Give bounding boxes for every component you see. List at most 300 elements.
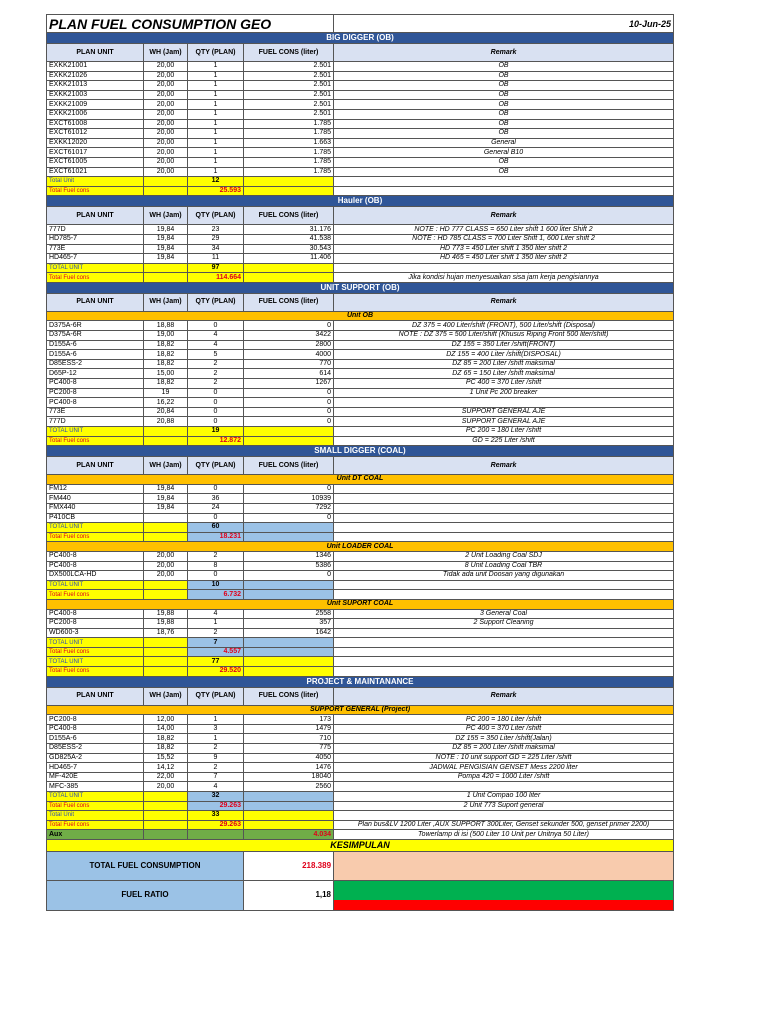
wh-cell: 20,00 xyxy=(144,782,188,792)
total-fuel-label: Total Fuel cons xyxy=(47,186,144,196)
fuel-cell: 2.501 xyxy=(244,109,334,119)
table-row xyxy=(47,138,674,148)
fuel-cell: 1479 xyxy=(244,724,334,734)
qty-cell: 1 xyxy=(188,138,244,148)
total-unit-label: Total Unit xyxy=(47,177,144,187)
table-row xyxy=(47,513,674,523)
table-row xyxy=(47,407,674,417)
unit-cell: EXKK21009 xyxy=(47,100,144,110)
table-row xyxy=(47,628,674,638)
remark-cell: NOTE : DZ 375 = 500 Liter/shift (Khusus Riping Front 500 liter/shift) xyxy=(334,331,674,341)
fuel-ratio-row xyxy=(47,880,674,910)
fuel-cell: 1476 xyxy=(244,763,334,773)
total-fuel-value: 29.263 xyxy=(188,801,244,811)
qty-cell: 2 xyxy=(188,763,244,773)
wh-cell xyxy=(144,513,188,523)
remark-cell: SUPPORT GENERAL AJE xyxy=(334,407,674,417)
section-title xyxy=(47,676,674,687)
subsection-title xyxy=(47,705,674,715)
report-date: 10-Jun-25 xyxy=(334,15,674,33)
unit-cell: PC400-8 xyxy=(47,561,144,571)
fuel-cell: 7292 xyxy=(244,503,334,513)
table-row xyxy=(47,331,674,341)
total-unit-note xyxy=(334,657,674,667)
unit-cell: EXCT61005 xyxy=(47,157,144,167)
unit-cell: PC200-8 xyxy=(47,619,144,629)
table-row xyxy=(47,417,674,427)
remark-cell: OB xyxy=(334,157,674,167)
fuel-cell: 31.176 xyxy=(244,225,334,235)
table-row xyxy=(47,734,674,744)
header-qty: QTY (PLAN) xyxy=(188,687,244,705)
wh-cell: 20,88 xyxy=(144,417,188,427)
total-unit-value: 77 xyxy=(188,657,244,667)
total-fuel-label: Total Fuel cons xyxy=(47,590,144,600)
empty-cell xyxy=(244,657,334,667)
table-row xyxy=(47,234,674,244)
total-fuel-value: 18.231 xyxy=(188,532,244,542)
total-unit-note: 1 Unit Compao 100 liter xyxy=(334,792,674,802)
header-qty: QTY (PLAN) xyxy=(188,207,244,225)
column-header-row xyxy=(47,207,674,225)
header-fuel-cons: FUEL CONS (liter) xyxy=(244,293,334,311)
total-fuel-value: 4.557 xyxy=(188,647,244,657)
wh-cell: 18,82 xyxy=(144,744,188,754)
empty-cell xyxy=(144,186,188,196)
wh-cell: 19,84 xyxy=(144,494,188,504)
empty-cell xyxy=(144,523,188,533)
total-unit-note: PC 200 = 180 Liter /shift xyxy=(334,427,674,437)
total-fuel-row xyxy=(47,647,674,657)
column-header-row xyxy=(47,44,674,62)
empty-cell xyxy=(244,273,334,283)
header-remark: Remark xyxy=(334,457,674,475)
qty-cell: 1 xyxy=(188,62,244,72)
header-wh: WH (Jam) xyxy=(144,687,188,705)
section-title: SMALL DIGGER (COAL) xyxy=(47,446,674,457)
status-bar-green xyxy=(334,881,673,900)
empty-cell xyxy=(244,667,334,677)
remark-cell: DZ 85 = 200 Liter /shift maksimal xyxy=(334,359,674,369)
qty-cell: 23 xyxy=(188,225,244,235)
table-row xyxy=(47,715,674,725)
remark-cell: DZ 85 = 200 Liter /shift maksimal xyxy=(334,744,674,754)
section-title xyxy=(47,446,674,457)
unit-cell: EXKK21001 xyxy=(47,62,144,72)
wh-cell: 19,88 xyxy=(144,619,188,629)
wh-cell: 19 xyxy=(144,388,188,398)
remark-cell: NOTE : HD 777 CLASS = 650 Liter shift 1 600 liter Shift 2 xyxy=(334,225,674,235)
table-row xyxy=(47,398,674,408)
table-row xyxy=(47,129,674,139)
empty-cell xyxy=(244,186,334,196)
unit-cell: GD825A-2 xyxy=(47,753,144,763)
table-row xyxy=(47,379,674,389)
qty-cell: 34 xyxy=(188,244,244,254)
remark-cell: PC 400 = 370 Liter /shift xyxy=(334,724,674,734)
fuel-cell: 0 xyxy=(244,484,334,494)
fuel-table xyxy=(46,14,674,911)
table-row xyxy=(47,369,674,379)
subsection-title: Unit OB xyxy=(47,311,674,321)
table-row xyxy=(47,254,674,264)
fuel-cell: 3422 xyxy=(244,331,334,341)
header-wh: WH (Jam) xyxy=(144,293,188,311)
table-row xyxy=(47,71,674,81)
qty-cell: 1 xyxy=(188,167,244,177)
wh-cell: 19,84 xyxy=(144,234,188,244)
total-unit-label: TOTAL UNIT xyxy=(47,580,144,590)
header-remark: Remark xyxy=(334,687,674,705)
total-fuel-note: Jika kondisi hujan menyesuaikan sisa jam kerja pengisiannya xyxy=(334,273,674,283)
total-fuel-consumption-value: 218.389 xyxy=(244,851,334,880)
total-unit-label: TOTAL UNIT xyxy=(47,638,144,648)
total-unit-note xyxy=(334,523,674,533)
fuel-cell: 0 xyxy=(244,417,334,427)
remark-cell: DZ 65 = 150 Liter /shift maksimal xyxy=(334,369,674,379)
title-row xyxy=(47,15,674,33)
table-row xyxy=(47,609,674,619)
wh-cell: 19,84 xyxy=(144,254,188,264)
remark-cell: SUPPORT GENERAL AJE xyxy=(334,417,674,427)
wh-cell: 20,84 xyxy=(144,407,188,417)
header-remark: Remark xyxy=(334,44,674,62)
total-fuel-note xyxy=(334,186,674,196)
qty-cell: 29 xyxy=(188,234,244,244)
unit-cell: MF-420E xyxy=(47,772,144,782)
empty-cell xyxy=(244,427,334,437)
unit-cell: PC400-8 xyxy=(47,398,144,408)
wh-cell: 20,00 xyxy=(144,71,188,81)
empty-cell xyxy=(144,580,188,590)
fuel-cell: 0 xyxy=(244,571,334,581)
remark-cell xyxy=(334,503,674,513)
wh-cell: 19,84 xyxy=(144,225,188,235)
remark-cell xyxy=(334,494,674,504)
remark-cell: HD 465 = 450 Liter shift 1 350 liter shift 2 xyxy=(334,254,674,264)
empty-cell xyxy=(144,532,188,542)
unit-cell: D85ESS-2 xyxy=(47,744,144,754)
column-header-row xyxy=(47,293,674,311)
table-row xyxy=(47,782,674,792)
unit-cell: D155A-6 xyxy=(47,734,144,744)
page-title: PLAN FUEL CONSUMPTION GEO xyxy=(47,15,334,33)
qty-cell: 8 xyxy=(188,561,244,571)
total-unit-row xyxy=(47,638,674,648)
wh-cell: 20,00 xyxy=(144,62,188,72)
total-unit-label: Total Unit xyxy=(47,811,144,821)
empty-cell xyxy=(144,657,188,667)
total-fuel-label: Total Fuel cons xyxy=(47,647,144,657)
wh-cell: 20,00 xyxy=(144,100,188,110)
empty-cell xyxy=(144,647,188,657)
qty-cell: 1 xyxy=(188,129,244,139)
unit-cell: PC400-8 xyxy=(47,379,144,389)
unit-cell: PC400-8 xyxy=(47,724,144,734)
qty-cell: 1 xyxy=(188,100,244,110)
remark-cell: HD 773 = 450 Liter shift 1 350 liter shift 2 xyxy=(334,244,674,254)
qty-cell: 7 xyxy=(188,772,244,782)
table-row xyxy=(47,225,674,235)
fuel-cell: 2558 xyxy=(244,609,334,619)
total-unit-row xyxy=(47,523,674,533)
table-row xyxy=(47,148,674,158)
empty-cell xyxy=(244,801,334,811)
wh-cell: 20,00 xyxy=(144,90,188,100)
qty-cell: 1 xyxy=(188,148,244,158)
table-row xyxy=(47,100,674,110)
total-fuel-value: 29.520 xyxy=(188,667,244,677)
total-fuel-row xyxy=(47,532,674,542)
wh-cell: 18,88 xyxy=(144,321,188,331)
unit-cell: D155A-6 xyxy=(47,340,144,350)
fuel-cell: 614 xyxy=(244,369,334,379)
kesimpulan-title: KESIMPULAN xyxy=(47,839,674,851)
header-qty: QTY (PLAN) xyxy=(188,293,244,311)
total-unit-note xyxy=(334,811,674,821)
qty-cell: 0 xyxy=(188,407,244,417)
unit-cell: FM440 xyxy=(47,494,144,504)
header-plan-unit: PLAN UNIT xyxy=(47,687,144,705)
total-unit-note xyxy=(334,580,674,590)
remark-cell: OB xyxy=(334,81,674,91)
remark-cell: PC 200 = 180 Liter /shift xyxy=(334,715,674,725)
qty-cell: 9 xyxy=(188,753,244,763)
header-wh: WH (Jam) xyxy=(144,44,188,62)
table-row xyxy=(47,244,674,254)
qty-cell: 1 xyxy=(188,619,244,629)
fuel-cell: 4050 xyxy=(244,753,334,763)
fuel-sheet xyxy=(46,14,673,911)
fuel-cell: 1.785 xyxy=(244,119,334,129)
total-unit-row xyxy=(47,580,674,590)
section-title xyxy=(47,33,674,44)
table-row xyxy=(47,340,674,350)
unit-cell: P410CB xyxy=(47,513,144,523)
wh-cell: 20,00 xyxy=(144,148,188,158)
fuel-cell: 4000 xyxy=(244,350,334,360)
qty-cell: 2 xyxy=(188,551,244,561)
header-fuel-cons: FUEL CONS (liter) xyxy=(244,44,334,62)
fuel-cell: 5386 xyxy=(244,561,334,571)
total-fuel-label: Total Fuel cons xyxy=(47,667,144,677)
fuel-cell: 2.501 xyxy=(244,100,334,110)
qty-cell: 0 xyxy=(188,388,244,398)
fuel-cell: 1.785 xyxy=(244,148,334,158)
table-row xyxy=(47,359,674,369)
subsection-title xyxy=(47,599,674,609)
remark-cell: DZ 155 = 350 Liter /shift(FRONT) xyxy=(334,340,674,350)
unit-cell: PC400-8 xyxy=(47,551,144,561)
fuel-cell: 1.785 xyxy=(244,157,334,167)
unit-cell: EXKK21026 xyxy=(47,71,144,81)
total-unit-row xyxy=(47,263,674,273)
table-row xyxy=(47,321,674,331)
remark-cell: OB xyxy=(334,90,674,100)
header-plan-unit: PLAN UNIT xyxy=(47,44,144,62)
remark-cell: General B10 xyxy=(334,148,674,158)
unit-cell: D65P-12 xyxy=(47,369,144,379)
qty-cell: 2 xyxy=(188,379,244,389)
remark-cell xyxy=(334,513,674,523)
empty-cell xyxy=(244,523,334,533)
total-fuel-row xyxy=(47,590,674,600)
fuel-cell: 2.501 xyxy=(244,71,334,81)
total-unit-value: 60 xyxy=(188,523,244,533)
total-unit-note xyxy=(334,638,674,648)
fuel-cell: 0 xyxy=(244,388,334,398)
fuel-cell: 2.501 xyxy=(244,81,334,91)
table-row xyxy=(47,350,674,360)
total-unit-label: TOTAL UNIT xyxy=(47,427,144,437)
fuel-cell: 2800 xyxy=(244,340,334,350)
remark-cell: 1 Unit Pc 200 breaker xyxy=(334,388,674,398)
total-unit-row xyxy=(47,177,674,187)
section-title: BIG DIGGER (OB) xyxy=(47,33,674,44)
remark-cell: Pompa 420 = 1000 Liter /shift xyxy=(334,772,674,782)
wh-cell: 18,82 xyxy=(144,734,188,744)
empty-cell xyxy=(144,667,188,677)
empty-cell xyxy=(244,811,334,821)
total-unit-row xyxy=(47,811,674,821)
section-title: PROJECT & MAINTANANCE xyxy=(47,676,674,687)
total-fuel-note: GD = 225 Liter /shift xyxy=(334,436,674,446)
qty-cell: 4 xyxy=(188,340,244,350)
qty-cell: 1 xyxy=(188,81,244,91)
wh-cell: 18,82 xyxy=(144,359,188,369)
total-fuel-label: Total Fuel cons xyxy=(47,532,144,542)
total-fuel-label: Total Fuel cons xyxy=(47,436,144,446)
fuel-cell: 10939 xyxy=(244,494,334,504)
table-body xyxy=(47,15,674,911)
total-fuel-note xyxy=(334,590,674,600)
total-unit-value: 12 xyxy=(188,177,244,187)
wh-cell: 18,82 xyxy=(144,340,188,350)
empty-cell xyxy=(188,830,244,840)
header-remark: Remark xyxy=(334,293,674,311)
table-row xyxy=(47,90,674,100)
empty-cell xyxy=(144,590,188,600)
remark-cell: OB xyxy=(334,62,674,72)
total-fuel-value: 25.593 xyxy=(188,186,244,196)
subsection-title: Unit DT COAL xyxy=(47,475,674,485)
total-fuel-value: 29.263 xyxy=(188,820,244,830)
qty-cell: 0 xyxy=(188,417,244,427)
qty-cell: 1 xyxy=(188,734,244,744)
total-unit-value: 33 xyxy=(188,811,244,821)
table-row xyxy=(47,388,674,398)
qty-cell: 0 xyxy=(188,398,244,408)
wh-cell: 20,00 xyxy=(144,129,188,139)
wh-cell: 20,00 xyxy=(144,167,188,177)
column-header-row xyxy=(47,457,674,475)
qty-cell: 0 xyxy=(188,571,244,581)
unit-cell: 777D xyxy=(47,417,144,427)
qty-cell: 0 xyxy=(188,513,244,523)
column-header-row xyxy=(47,687,674,705)
unit-cell: 773E xyxy=(47,407,144,417)
remark-cell: 2 Unit Loading Coal SDJ xyxy=(334,551,674,561)
qty-cell: 2 xyxy=(188,369,244,379)
total-unit-row xyxy=(47,792,674,802)
unit-cell: EXCT61008 xyxy=(47,119,144,129)
wh-cell: 20,00 xyxy=(144,157,188,167)
qty-cell: 2 xyxy=(188,359,244,369)
subsection-title: Unit SUPORT COAL xyxy=(47,599,674,609)
unit-cell: MFC-385 xyxy=(47,782,144,792)
table-row xyxy=(47,109,674,119)
qty-cell: 0 xyxy=(188,484,244,494)
empty-cell xyxy=(144,830,188,840)
fuel-cell: 1.785 xyxy=(244,129,334,139)
remark-cell: OB xyxy=(334,109,674,119)
header-wh: WH (Jam) xyxy=(144,207,188,225)
subsection-title: SUPPORT GENERAL (Project) xyxy=(47,705,674,715)
aux-note: Towerlamp di isi (500 Liter 10 Unit per Unitnya 50 Liter) xyxy=(334,830,674,840)
header-plan-unit: PLAN UNIT xyxy=(47,457,144,475)
section-title xyxy=(47,282,674,293)
fuel-cell: 11.406 xyxy=(244,254,334,264)
table-row xyxy=(47,753,674,763)
remark-cell: OB xyxy=(334,71,674,81)
remark-cell: 8 Unit Loading Coal TBR xyxy=(334,561,674,571)
header-plan-unit: PLAN UNIT xyxy=(47,293,144,311)
wh-cell: 16,22 xyxy=(144,398,188,408)
empty-cell xyxy=(144,792,188,802)
unit-cell: DX500LCA-HD xyxy=(47,571,144,581)
empty-cell xyxy=(244,580,334,590)
total-fuel-value: 12.872 xyxy=(188,436,244,446)
remark-cell: PC 400 = 370 Liter /shift xyxy=(334,379,674,389)
wh-cell: 19,84 xyxy=(144,484,188,494)
unit-cell: EXKK21003 xyxy=(47,90,144,100)
total-fuel-label: Total Fuel cons xyxy=(47,820,144,830)
total-fuel-note: 2 Unit 773 Suport general xyxy=(334,801,674,811)
wh-cell: 12,00 xyxy=(144,715,188,725)
subsection-title xyxy=(47,475,674,485)
wh-cell: 19,84 xyxy=(144,244,188,254)
wh-cell: 19,88 xyxy=(144,609,188,619)
fuel-ratio-value: 1,18 xyxy=(244,880,334,910)
qty-cell: 2 xyxy=(188,744,244,754)
qty-cell: 4 xyxy=(188,782,244,792)
total-fuel-note xyxy=(334,667,674,677)
wh-cell: 20,00 xyxy=(144,571,188,581)
table-row xyxy=(47,81,674,91)
qty-cell: 1 xyxy=(188,71,244,81)
wh-cell: 20,00 xyxy=(144,119,188,129)
unit-cell: EXKK21013 xyxy=(47,81,144,91)
total-fuel-row xyxy=(47,820,674,830)
fuel-cell: 30.543 xyxy=(244,244,334,254)
unit-cell: D375A-6R xyxy=(47,321,144,331)
total-fuel-note xyxy=(334,532,674,542)
unit-cell: HD465-7 xyxy=(47,763,144,773)
header-qty: QTY (PLAN) xyxy=(188,457,244,475)
fuel-cell: 0 xyxy=(244,407,334,417)
wh-cell: 20,00 xyxy=(144,109,188,119)
remark-cell xyxy=(334,484,674,494)
unit-cell: PC200-8 xyxy=(47,388,144,398)
unit-cell: EXKK12020 xyxy=(47,138,144,148)
remark-cell: DZ 155 = 350 Liter /shift(Jalan) xyxy=(334,734,674,744)
header-fuel-cons: FUEL CONS (liter) xyxy=(244,207,334,225)
remark-cell: OB xyxy=(334,100,674,110)
empty-cell xyxy=(244,590,334,600)
unit-cell: HD785-7 xyxy=(47,234,144,244)
empty-cell xyxy=(244,647,334,657)
empty-cell xyxy=(144,427,188,437)
